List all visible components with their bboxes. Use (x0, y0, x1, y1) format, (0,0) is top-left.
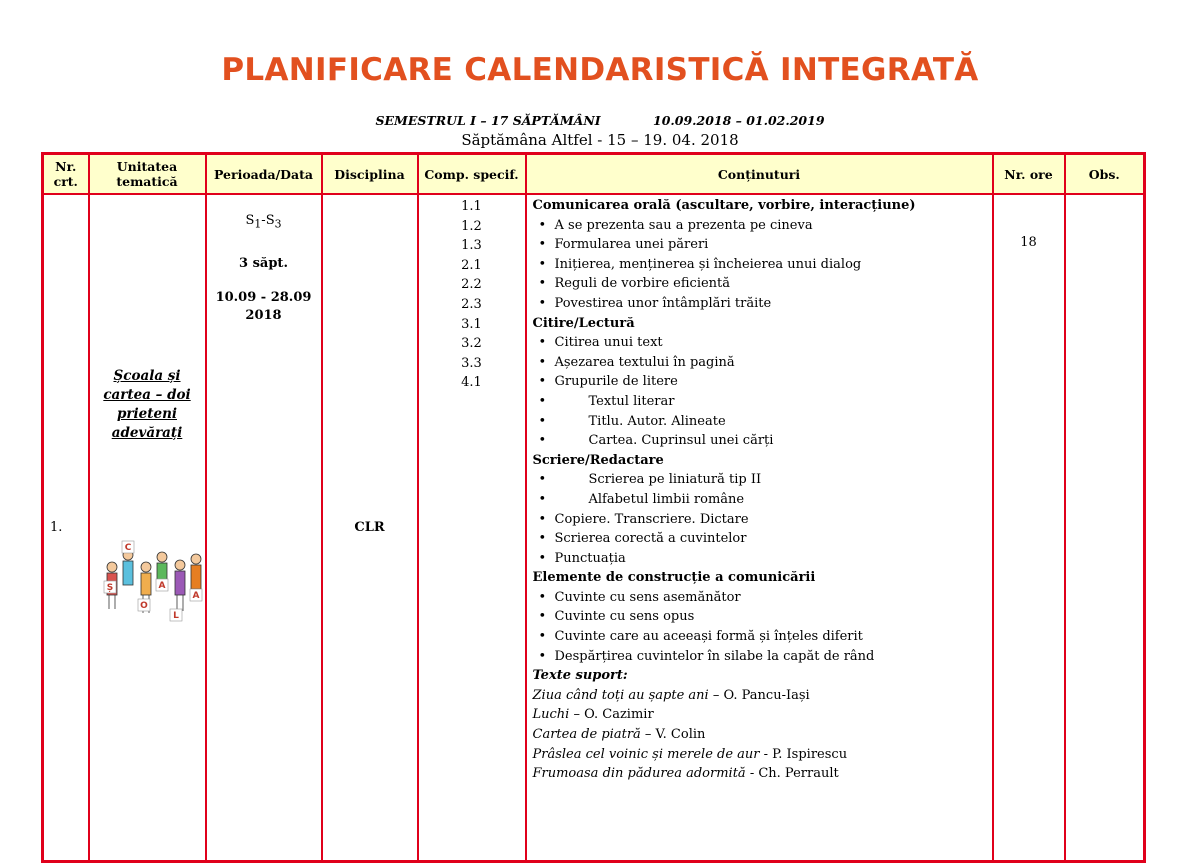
comp-item: 3.1 (461, 316, 482, 332)
content-item: • Cuvinte cu sens opus (533, 607, 988, 627)
content-subitem: • Textul literar (533, 392, 988, 412)
unit-title (90, 367, 205, 443)
content-heading: Comunicarea orală (ascultare, vorbire, interacțiune) (532, 198, 916, 213)
comp-item: 3.2 (461, 336, 482, 352)
header-discipline: Disciplina (322, 154, 418, 195)
content-heading: Scriere/Redactare (532, 452, 664, 468)
document-title: PLANIFICARE CALENDARISTICĂ INTEGRATĂ (221, 52, 979, 88)
period-semesters: $S_1-S_3$ (245, 213, 282, 231)
content-subitem: • Cartea. Cuprinsul unei cărți (533, 431, 988, 451)
semester-label: SEMESTRUL I – 17 SĂPTĂMÂNI (375, 113, 601, 128)
period-weeks: 3 săpt. (239, 255, 288, 271)
content-item: • Inițierea, menținerea și încheierea unui dialog (533, 255, 988, 275)
header-hours: Nr. ore (993, 154, 1065, 195)
content-item: • Reguli de vorbire eficientă (533, 274, 988, 294)
content-heading: Citire/Lectură (532, 315, 635, 331)
content-item: • Așezarea textului în pagină (533, 353, 988, 373)
support-text: Luchi – O. Cazimir (532, 707, 654, 723)
comp-cell (418, 194, 526, 862)
discipline-cell: CLR (322, 194, 418, 862)
support-text: Frumoasa din pădurea adormită - Ch. Perrault (532, 766, 839, 782)
content-cell (526, 194, 993, 862)
planning-table (41, 152, 1146, 863)
img-letter-2: O (139, 601, 148, 611)
semester-dates: 10.09.2018 – 01.02.2019 (653, 113, 825, 128)
period-cell (206, 194, 322, 862)
content-item: • Punctuația (533, 549, 988, 569)
comp-item: 1.1 (461, 199, 482, 214)
img-letter-1: C (124, 543, 131, 553)
content-item: • Citirea unui text (533, 333, 988, 353)
support-text: Prâslea cel voinic și merele de aur - P. Ispirescu (532, 746, 848, 762)
comp-item: 1.3 (461, 238, 482, 254)
header-obs: Obs. (1065, 154, 1145, 195)
semester-line (0, 113, 1200, 128)
content-subitem: • Titlu. Autor. Alineate (533, 412, 988, 432)
support-text: Ziua când toți au șapte ani – O. Pancu-Iași (532, 687, 810, 703)
header-comp: Comp. specif. (418, 154, 526, 195)
school-children-illustration (102, 539, 204, 625)
period-dates: 10.09 - 28.09 2018 (215, 289, 312, 323)
comp-item: 4.1 (461, 375, 482, 391)
content-item: • Scrierea corectă a cuvintelor (533, 529, 988, 549)
img-letter-4: L (172, 611, 179, 621)
comp-item: 2.2 (461, 277, 482, 293)
comp-item: 3.3 (461, 355, 482, 371)
content-item: • Formularea unei păreri (533, 235, 988, 255)
content-item: • Despărțirea cuvintelor în silabe la capăt de rând (533, 647, 988, 667)
header-content: Conținuturi (526, 154, 993, 195)
row-number: 1. (43, 194, 89, 862)
unit-title-line-4: adevărați (111, 425, 183, 441)
unit-title-line-3: prieteni (116, 406, 178, 422)
img-letter-0: Ș (106, 583, 113, 593)
header-unit: Unitatea tematică (89, 154, 206, 195)
content-heading: Texte suport: (532, 668, 628, 684)
content-subitem: • Scrierea pe liniatură tip II (533, 470, 988, 490)
header-period: Perioada/Data (206, 154, 322, 195)
comp-item: 1.2 (461, 218, 482, 234)
content-heading: Elemente de construcție a comunicării (532, 570, 816, 586)
support-text: Cartea de piatră – V. Colin (532, 727, 706, 743)
comp-item: 2.1 (461, 257, 482, 273)
header-nr: Nr. crt. (43, 154, 89, 195)
content-item: • Grupurile de litere (533, 372, 988, 392)
unit-title-line-2: cartea – doi (103, 387, 191, 403)
unit-title-line-1: Școala și (113, 368, 181, 384)
content-item: • Cuvinte care au aceeași formă și înțeles diferit (533, 627, 988, 647)
comp-item: 2.3 (461, 296, 482, 312)
table-header-row (43, 154, 1145, 195)
content-subitem: • Alfabetul limbii române (533, 490, 988, 510)
obs-cell (1065, 194, 1145, 862)
content-item: • Povestirea unor întâmplări trăite (533, 294, 988, 314)
img-letter-5: A (192, 591, 199, 601)
table-row (43, 194, 1145, 862)
content-item: • Copiere. Transcriere. Dictare (533, 510, 988, 530)
unit-cell (89, 194, 206, 862)
week-label: Săptămâna Altfel - 15 – 19. 04. 2018 (461, 131, 739, 149)
content-item: • A se prezenta sau a prezenta pe cineva (533, 216, 988, 236)
img-letter-3: A (158, 581, 165, 591)
hours-cell: 18 (993, 194, 1065, 862)
content-item: • Cuvinte cu sens asemănător (533, 588, 988, 608)
